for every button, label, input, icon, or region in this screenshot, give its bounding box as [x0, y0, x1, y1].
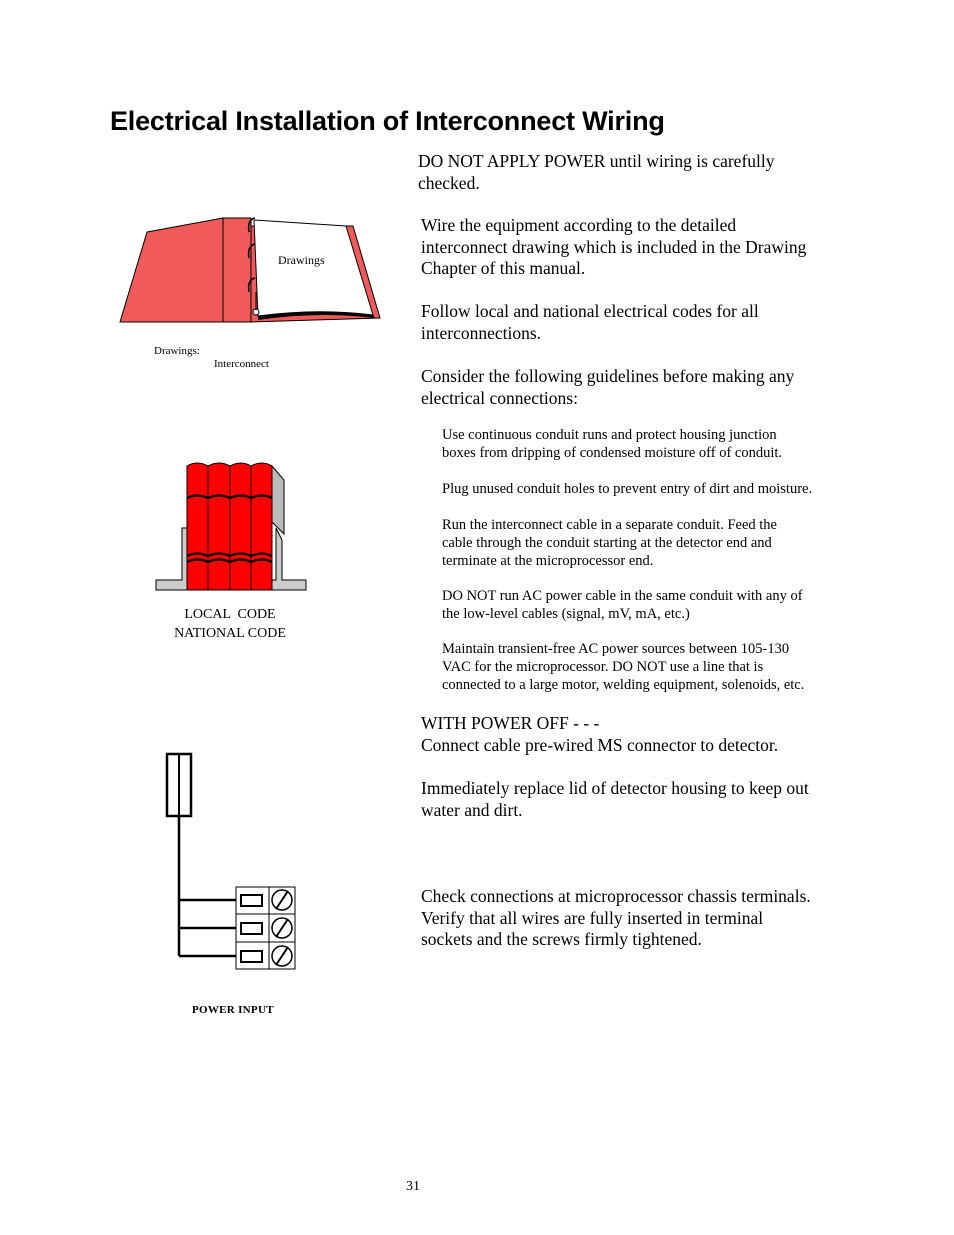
page-title: Electrical Installation of Interconnect Wiring — [110, 106, 665, 136]
national-code-label: NATIONAL CODE — [174, 626, 286, 641]
guideline-line: Run the interconnect cable in a separate conduit. Feed the — [442, 517, 777, 533]
check-line: Verify that all wires are fully inserted in terminal — [421, 907, 764, 928]
guideline-item — [442, 480, 812, 498]
power-off-paragraph — [421, 713, 778, 756]
consider-line: Consider the following guidelines before making any — [421, 366, 795, 386]
check-line: Check connections at microprocessor chassis terminals. — [421, 886, 811, 906]
binder-page-label: Drawings — [278, 253, 325, 267]
binder-caption-title: Drawings: — [154, 345, 200, 357]
power-off-line: WITH POWER OFF - - - — [421, 713, 600, 733]
guideline-line: cable through the conduit starting at the detector end and — [442, 535, 772, 551]
wire-paragraph — [421, 215, 806, 280]
codes-paragraph — [421, 301, 759, 344]
check-paragraph — [421, 886, 811, 951]
lid-line: water and dirt. — [421, 799, 523, 820]
wire-line: Wire the equipment according to the detailed — [421, 215, 737, 235]
warning-line: checked. — [418, 172, 480, 193]
codes-line: interconnections. — [421, 322, 542, 343]
warning-paragraph — [418, 151, 775, 194]
power-off-line: Connect cable pre-wired MS connector to detector. — [421, 734, 779, 755]
guideline-line: Use continuous conduit runs and protect housing junction — [442, 427, 777, 443]
codebooks-caption — [130, 605, 330, 643]
warning-line: DO NOT APPLY POWER until wiring is carefully — [418, 151, 775, 171]
guideline-line: VAC for the microprocessor. DO NOT use a line that is — [442, 659, 764, 675]
wire-line: interconnect drawing which is included in the Drawing — [421, 236, 807, 257]
binder-illustration — [118, 212, 384, 328]
power-input-caption: POWER INPUT — [192, 1004, 274, 1016]
guideline-line: Maintain transient-free AC power sources between 105-130 — [442, 641, 790, 657]
codebooks-illustration — [154, 458, 310, 594]
guideline-item — [442, 587, 803, 623]
guideline-line: Plug unused conduit holes to prevent entry of dirt and moisture. — [442, 481, 813, 497]
lid-paragraph — [421, 778, 809, 821]
binder-caption-subtitle: Interconnect — [214, 358, 269, 370]
wire-line: Chapter of this manual. — [421, 258, 586, 279]
guideline-line: boxes from dripping of condensed moisture off of conduit. — [442, 445, 783, 461]
codes-line: Follow local and national electrical codes for all — [421, 301, 759, 321]
guideline-line: terminate at the microprocessor end. — [442, 553, 654, 569]
lid-line: Immediately replace lid of detector housing to keep out — [421, 778, 809, 798]
check-line: sockets and the screws firmly tightened. — [421, 929, 702, 950]
guideline-item — [442, 516, 777, 570]
consider-line: electrical connections: — [421, 387, 578, 408]
local-code-label: LOCAL CODE — [184, 607, 276, 622]
guideline-line: connected to a large motor, welding equipment, solenoids, etc. — [442, 677, 805, 693]
guideline-line: the low-level cables (signal, mV, mA, etc.) — [442, 606, 690, 622]
page-number: 31 — [406, 1179, 420, 1194]
power-terminal-diagram — [165, 752, 299, 974]
guideline-item — [442, 426, 782, 462]
consider-paragraph — [421, 366, 794, 409]
guideline-line: DO NOT run AC power cable in the same conduit with any of — [442, 588, 803, 604]
guideline-item — [442, 640, 804, 694]
